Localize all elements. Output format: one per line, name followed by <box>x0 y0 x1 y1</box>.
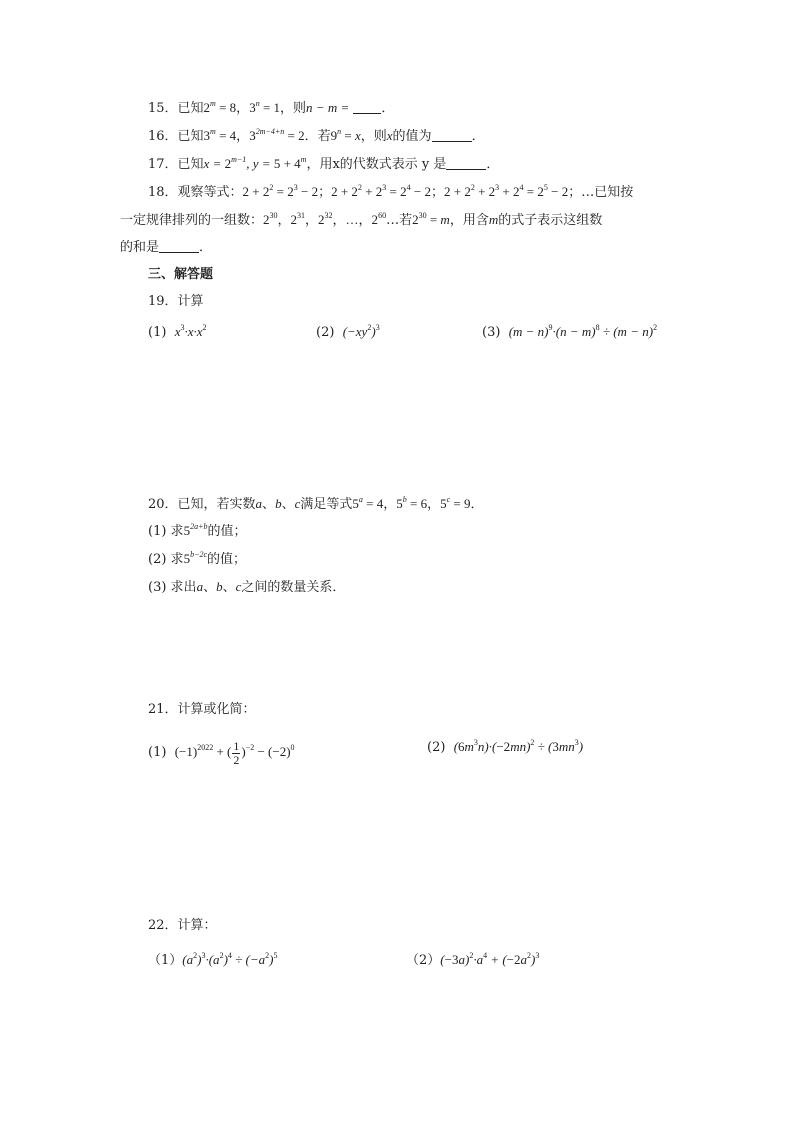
question-22-part-2 <box>406 950 539 971</box>
text-segment: (3) 求出 <box>148 580 197 595</box>
question-20-line-1: 20．已知，若实数a、b、c满足等式$5^a = 4$，$5^b = 6$，$5^c = 9$． <box>148 495 484 512</box>
question-20-part-2 <box>148 550 246 569</box>
question-18-line-1 <box>148 183 633 202</box>
math-var: a <box>196 579 204 594</box>
text-segment: 的值； <box>207 552 247 567</box>
text-segment: ， <box>236 101 250 116</box>
math-var: b <box>275 496 282 511</box>
math-expr: $9^n = x$ <box>330 127 361 143</box>
math-expr: $x^3\cdot x\cdot x^2$ <box>174 323 207 339</box>
math-expr: $(-3a)^2\cdot a^4 + (-2a^2)^3$ <box>440 951 540 967</box>
math-expr: $3^m = 4$ <box>203 127 237 143</box>
part-label: （2） <box>406 953 441 968</box>
math-expr: $2 + 2^2 = 2^3 - 2$ <box>242 183 319 199</box>
text-segment: (2) 求 <box>148 552 184 567</box>
text-segment: ，用x的代数式表示 y 是 <box>306 157 447 172</box>
question-19-part-1 <box>148 323 207 342</box>
question-18-label: 18．观察等式： <box>148 185 243 200</box>
text-segment: (1) 求 <box>148 524 184 539</box>
question-20-part-1 <box>148 522 246 541</box>
math-expr: $(6m^3n)\cdot(-2mn)^2 \div (3mn^3)$ <box>453 738 584 754</box>
text-segment: …若 <box>386 213 413 228</box>
math-expr: $5^{2a+b}$ <box>183 522 208 538</box>
text-segment: ； <box>430 185 444 200</box>
answer-blank[interactable] <box>353 100 381 114</box>
question-16-label: 16．已知 <box>148 129 204 144</box>
part-label: (2) <box>316 325 335 340</box>
math-expr: $x = 2^{m-1}$, $y = 5 + 4^m$ <box>203 155 307 171</box>
question-21-part-1 <box>148 737 295 768</box>
question-22-part-1 <box>148 950 278 971</box>
math-expr: $2 + 2^2 + 2^3 + 2^4 = 2^5 - 2$ <box>443 183 569 199</box>
text-segment: ． <box>471 129 485 144</box>
math-expr: $3^n = 1$ <box>249 99 281 115</box>
math-var: b <box>216 579 223 594</box>
question-22-title: 22．计算： <box>148 918 217 933</box>
text-segment: ，用含 <box>449 213 489 228</box>
question-19-title: 19．计算 <box>148 294 204 309</box>
text-segment: ， <box>236 129 250 144</box>
math-expr: $5^{b-2c}$ <box>183 550 208 566</box>
text-segment: 一定规律排列的一组数： <box>120 213 264 228</box>
question-21-part-2 <box>427 737 583 758</box>
math-var: c <box>235 579 242 594</box>
question-18-line-3 <box>120 239 212 257</box>
math-expr: $(-1)^{2022}$ + ( $\frac{1}{2}$ )$^{-2} - (-2)^0$ <box>174 738 295 767</box>
text-segment: ，则 <box>360 129 387 144</box>
math-expr: $2^m = 8$ <box>203 99 237 115</box>
math-var: x <box>386 128 393 143</box>
question-21-title: 21．计算或化简： <box>148 702 256 717</box>
part-label: (3) <box>482 325 501 340</box>
question-16 <box>148 127 485 146</box>
math-expr: $5^a = 4$ <box>352 495 384 511</box>
text-segment: 20．已知，若实数 <box>148 497 256 512</box>
part-label: (1) <box>148 745 167 760</box>
text-segment: ． <box>381 101 395 116</box>
text-segment: 之间的数量关系． <box>241 580 346 595</box>
question-17 <box>148 155 499 174</box>
math-expr: $(a^2)^3\cdot(a^2)^4 \div (-a^2)^5$ <box>182 951 278 967</box>
section-heading: 三、解答题 <box>148 267 214 282</box>
text-segment: ． <box>486 157 500 172</box>
math-expr: $2 + 2^2 + 2^3 = 2^4 - 2$ <box>331 183 431 199</box>
math-var: m <box>488 212 499 227</box>
math-var: c <box>294 496 301 511</box>
question-15-label: 15．已知 <box>148 101 204 116</box>
answer-blank[interactable] <box>446 156 486 170</box>
math-expr: $(m - n)^9\cdot(n - m)^8 \div (m - n)^2$ <box>508 323 658 339</box>
part-label: (1) <box>148 325 167 340</box>
text-segment: ，则 <box>280 101 307 116</box>
math-expr: $3^{2m-4+n} = 2$ <box>249 127 305 143</box>
math-expr: a <box>255 496 263 511</box>
question-20-part-3: (3) 求出a、b、c之间的数量关系． <box>148 579 346 595</box>
question-19-part-3 <box>482 323 657 342</box>
math-expr: n − m = <box>306 100 350 115</box>
math-expr: $5^b = 6$ <box>396 495 428 511</box>
math-expr: $2^{30} = m$ <box>412 211 450 227</box>
part-label: (2) <box>427 740 446 755</box>
text-segment: 的和是 <box>120 240 160 255</box>
fraction: $\frac{1}{2}$ <box>233 738 240 767</box>
answer-blank[interactable] <box>432 128 472 142</box>
text-segment: ． <box>470 497 484 512</box>
text-segment: ． <box>199 240 213 255</box>
text-segment: ；…已知按 <box>568 185 634 200</box>
question-15 <box>148 99 394 118</box>
question-18-line-2 <box>120 211 602 230</box>
answer-blank[interactable] <box>159 239 199 253</box>
question-17-label: 17．已知 <box>148 157 204 172</box>
text-segment: 的式子表示这组数 <box>498 213 603 228</box>
text-segment: ； <box>318 185 332 200</box>
text-segment: 满足等式 <box>300 497 353 512</box>
math-expr: $5^c = 9$ <box>440 495 471 511</box>
text-segment: ．若 <box>304 129 331 144</box>
text-segment: 的值； <box>207 524 247 539</box>
math-expr: $2^{30}$，$2^{31}$，$2^{32}$，…，$2^{60}$ <box>263 211 387 227</box>
part-label: （1） <box>148 953 183 968</box>
text-segment: 的值为 <box>392 129 432 144</box>
question-19-part-2 <box>316 323 380 342</box>
math-expr: $(-xy^2)^3$ <box>342 323 380 339</box>
